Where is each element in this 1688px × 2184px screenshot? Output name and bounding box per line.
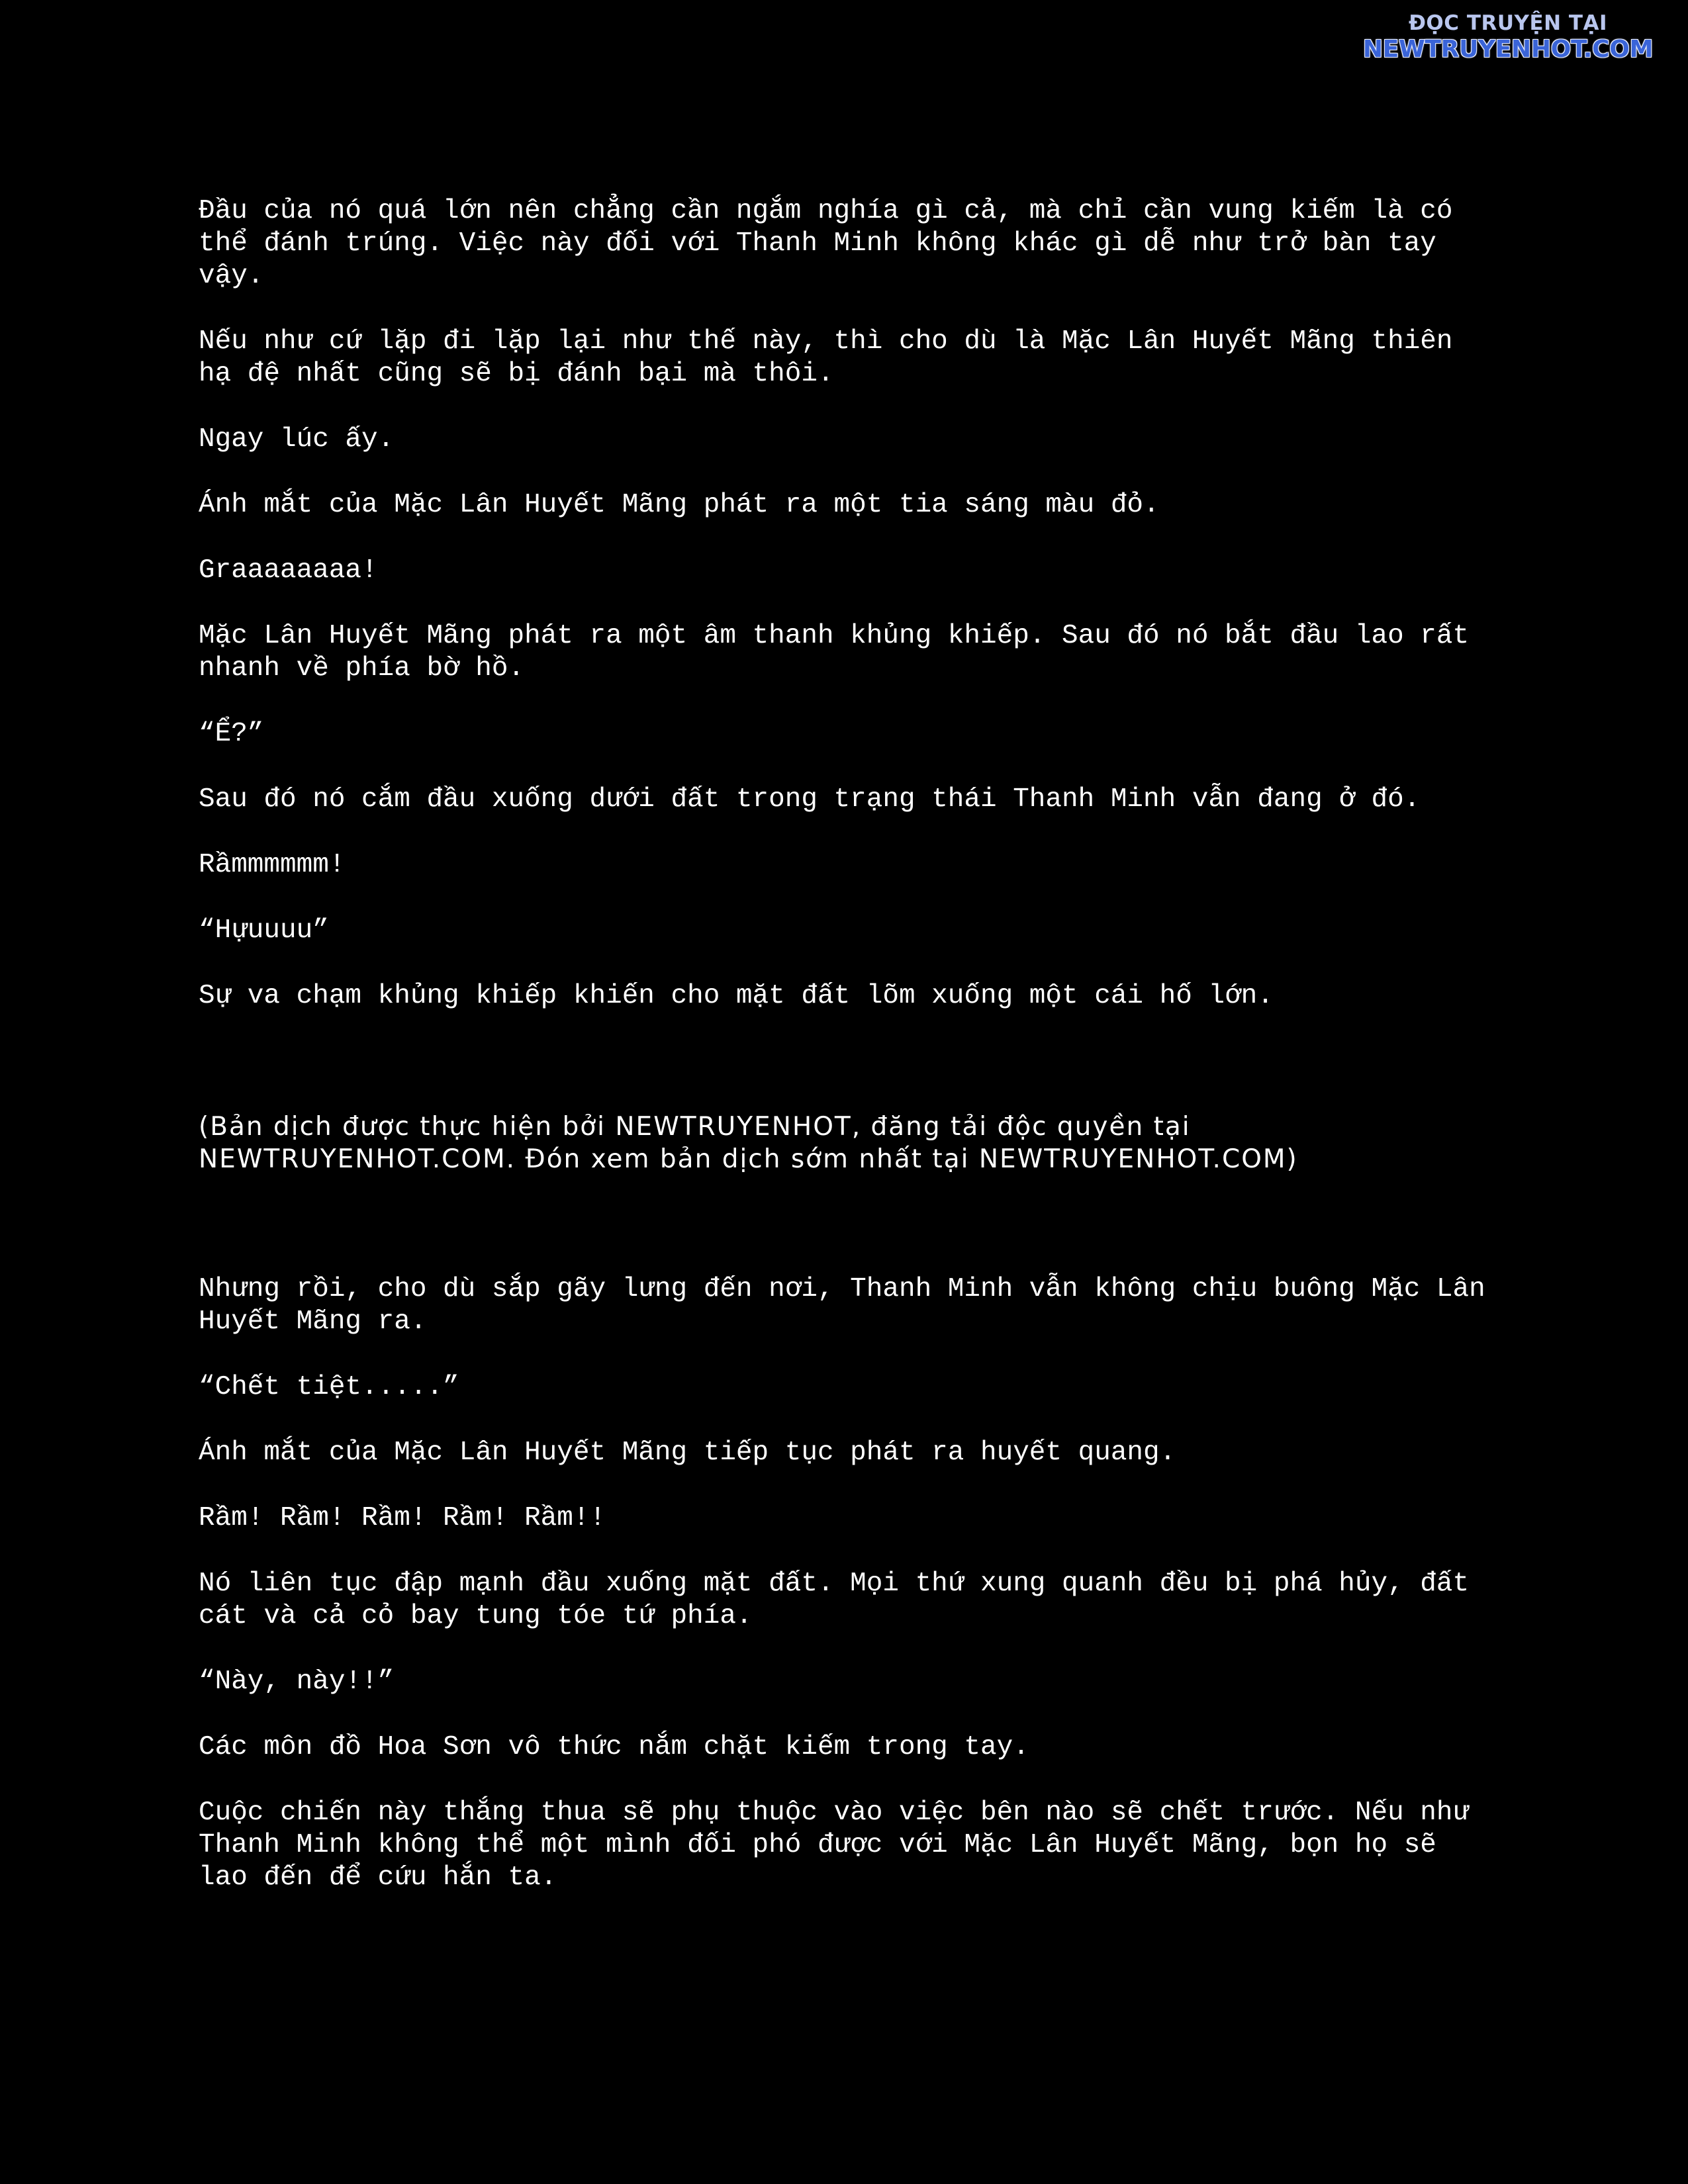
paragraph: Ánh mắt của Mặc Lân Huyết Mãng tiếp tục phát ra huyết quang. <box>199 1437 1176 1468</box>
translation-credit: (Bản dịch được thực hiện bởi NEWTRUYENHOT, đăng tải độc quyền tại NEWTRUYENHOT.COM. Đón xem bản dịch sớm nhất tại NEWTRUYENHOT.COM) <box>199 1112 1298 1174</box>
paragraph: “Chết tiệt.....” <box>199 1372 459 1402</box>
paragraph: Graaaaaaaa! <box>199 555 378 586</box>
paragraph: Nhưng rồi, cho dù sắp gãy lưng đến nơi, Thanh Minh vẫn không chịu buông Mặc Lân Huyết Mãng ra. <box>199 1274 1485 1337</box>
paragraph: Các môn đồ Hoa Sơn vô thức nắm chặt kiếm trong tay. <box>199 1732 1029 1762</box>
spacer <box>199 1208 1496 1273</box>
paragraph: Nếu như cứ lặp đi lặp lại như thế này, thì cho dù là Mặc Lân Huyết Mãng thiên hạ đệ nhất cũng sẽ bị đánh bại mà thôi. <box>199 326 1453 389</box>
paragraph: Mặc Lân Huyết Mãng phát ra một âm thanh khủng khiếp. Sau đó nó bắt đầu lao rất nhanh về phía bờ hồ. <box>199 621 1470 684</box>
paragraph: Sự va chạm khủng khiếp khiến cho mặt đất lõm xuống một cái hố lớn. <box>199 981 1274 1011</box>
document-body <box>199 195 1496 1927</box>
paragraph: “Này, này!!” <box>199 1666 395 1697</box>
spacer <box>199 1046 1496 1111</box>
paragraph: “Ể?” <box>199 719 264 749</box>
paragraph: Ngay lúc ấy. <box>199 424 395 455</box>
watermark-line-2: NEWTRUYENHOT.COM <box>1362 35 1654 63</box>
paragraph: Ánh mắt của Mặc Lân Huyết Mãng phát ra một tia sáng màu đỏ. <box>199 490 1160 520</box>
watermark-line-1: ĐỌC TRUYỆN TẠI <box>1408 11 1608 35</box>
paragraph: Rầm! Rầm! Rầm! Rầm! Rầm!! <box>199 1503 606 1533</box>
paragraph: Đầu của nó quá lớn nên chẳng cần ngắm nghía gì cả, mà chỉ cần vung kiếm là có thể đánh trúng. Việc này đối với Thanh Minh không khác gì dễ như trở bàn tay vậy. <box>199 196 1453 291</box>
paragraph: Cuộc chiến này thắng thua sẽ phụ thuộc vào việc bên nào sẽ chết trước. Nếu như Thanh Minh không thể một mình đối phó được với Mặc Lân Huyết Mãng, bọn họ sẽ lao đến để cứu hắn ta. <box>199 1797 1470 1893</box>
paragraph: Rầmmmmmm! <box>199 850 346 880</box>
paragraph: Nó liên tục đập mạnh đầu xuống mặt đất. Mọi thứ xung quanh đều bị phá hủy, đất cát và cả cỏ bay tung tóe tứ phía. <box>199 1569 1470 1631</box>
watermark-logo <box>1349 12 1667 63</box>
paragraph: “Hựuuuu” <box>199 915 329 946</box>
paragraph: Sau đó nó cắm đầu xuống dưới đất trong trạng thái Thanh Minh vẫn đang ở đó. <box>199 784 1421 815</box>
